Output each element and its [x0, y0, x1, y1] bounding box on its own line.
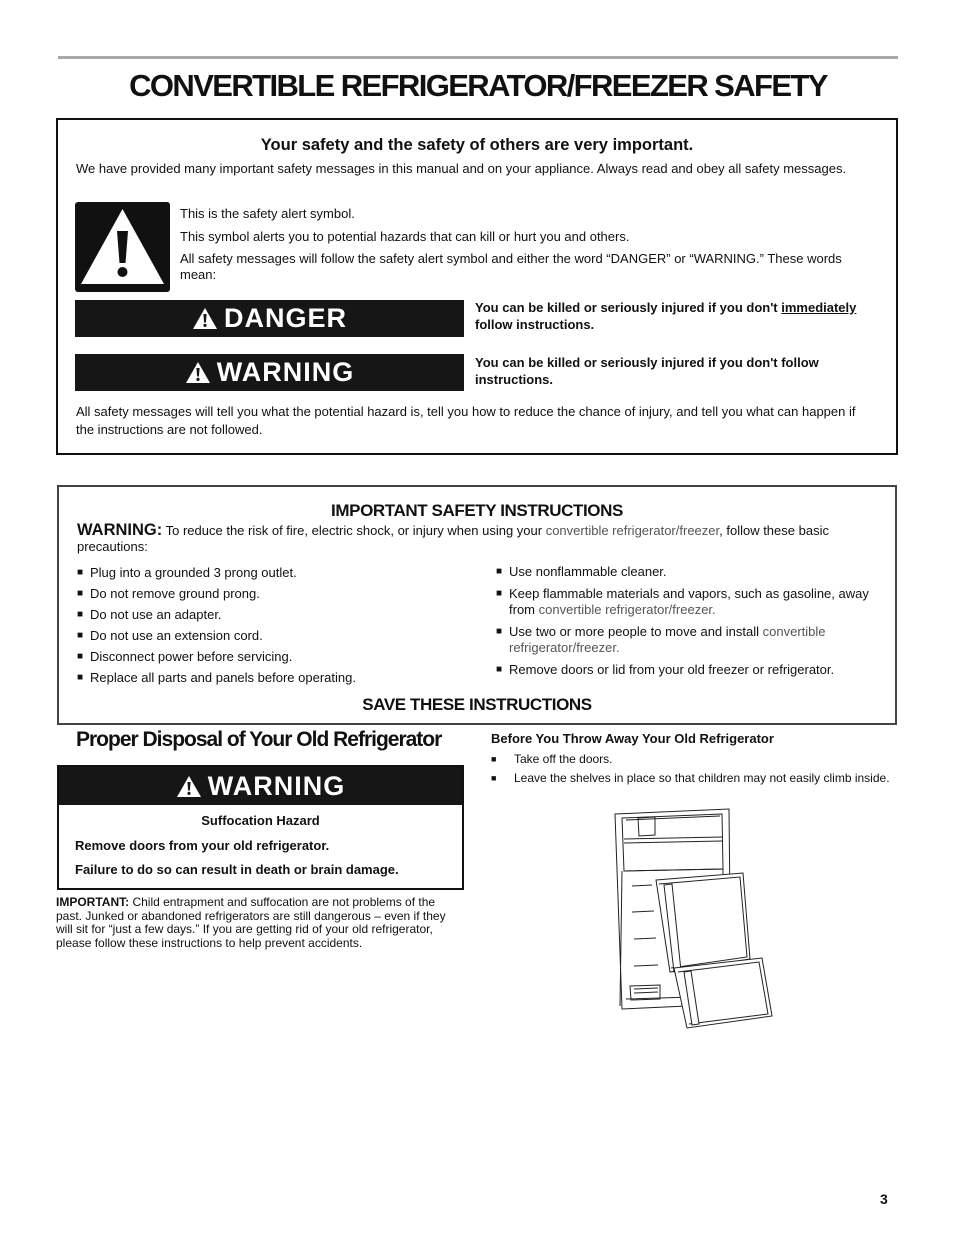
disposal-title: Proper Disposal of Your Old Refrigerator [76, 728, 442, 751]
list-item [496, 624, 886, 657]
warning-text: To reduce the risk of fire, electric shock, or injury when using your [165, 523, 546, 538]
safety-heading: Your safety and the safety of others are very important. [260, 136, 694, 154]
list-item: ■ Do not use an adapter. [77, 607, 477, 624]
warning-text: , follow these basic precautions: [77, 523, 829, 554]
list-item: ■ Plug into a grounded 3 prong outlet. [77, 565, 477, 582]
warning-word: WARNING [216, 357, 355, 387]
alert-line: This symbol alerts you to potential hazards that can kill or hurt you and others. [180, 228, 630, 244]
danger-desc-emphasis: immediately [781, 300, 857, 315]
list-item: ■ Do not use an extension cord. [77, 628, 477, 645]
danger-description [475, 299, 887, 333]
top-rule [58, 56, 898, 59]
list-item: ■ Leave the shelves in place so that children may not easily climb inside. [491, 771, 896, 785]
hazard-instruction: Remove doors from your old refrigerator. [75, 838, 330, 853]
alert-explanation [180, 206, 860, 290]
before-throw-title: Before You Throw Away Your Old Refrigerator [491, 731, 774, 746]
refrigerator-doors-removed-illustration [612, 806, 774, 1030]
list-item: ■ Replace all parts and panels before operating. [77, 670, 477, 687]
safety-messages-box [56, 118, 898, 455]
warning-description: You can be killed or seriously injured if you don't follow instructions. [475, 355, 819, 387]
item-text: Keep flammable materials and vapors, such as gasoline, away from [509, 585, 869, 617]
list-item: ■ Disconnect power before servicing. [77, 649, 477, 666]
danger-desc-text: You can be killed or seriously injured if you don't [475, 300, 782, 315]
instructions-warning [77, 522, 877, 555]
important-text: Child entrapment and suffocation are not problems of the past. Junked or abandoned refrigerators are still dangerous – even if they will sit for “just a few days.” If you are getting rid of your old refrigerator, please follow these instructions to help prevent accidents. [56, 895, 446, 950]
instructions-heading: IMPORTANT SAFETY INSTRUCTIONS [331, 501, 623, 520]
alert-line: This is the safety alert symbol. [180, 206, 355, 221]
page-title: CONVERTIBLE REFRIGERATOR/FREEZER SAFETY [129, 68, 827, 103]
before-throw-list [491, 752, 896, 790]
warning-label: WARNING: [77, 521, 163, 539]
important-label: IMPORTANT: [56, 895, 130, 909]
hazard-title: Suffocation Hazard [201, 813, 320, 828]
warning-triangle-icon [176, 775, 202, 798]
product-name: convertible refrigerator/freezer [545, 523, 720, 538]
alert-line: All safety messages will follow the safety alert symbol and either the word “DANGER” or “WARNING.” These words mean: [180, 251, 842, 282]
item-text: Remove doors or lid from your old freezer or refrigerator. [509, 661, 835, 677]
precautions-list-left [77, 565, 477, 691]
list-item: ■ Take off the doors. [491, 752, 896, 766]
product-name: convertible refrigerator/freezer [509, 623, 826, 655]
danger-signal-bar [75, 300, 464, 337]
save-instructions: SAVE THESE INSTRUCTIONS [362, 695, 592, 714]
hazard-consequence: Failure to do so can result in death or brain damage. [75, 862, 399, 877]
list-item [496, 564, 886, 581]
item-text: Use two or more people to move and install [509, 623, 763, 639]
item-text: Use nonflammable cleaner. [509, 564, 667, 579]
warning-triangle-icon [192, 307, 218, 330]
page-number: 3 [880, 1191, 888, 1207]
danger-desc-text: follow instructions. [475, 317, 595, 332]
list-item [496, 586, 886, 619]
list-item [496, 662, 886, 679]
important-instructions-box [57, 485, 897, 725]
precautions-list-right [496, 564, 886, 683]
warning-word: WARNING [207, 770, 346, 801]
warning-signal-bar [75, 354, 464, 391]
item-text: . [712, 602, 716, 617]
important-note [56, 896, 462, 950]
item-text: . [615, 640, 620, 655]
suffocation-warning-box [57, 765, 464, 890]
warning-signal-bar [59, 767, 462, 805]
warning-triangle-icon [185, 361, 211, 384]
danger-word: DANGER [223, 303, 347, 333]
product-name: convertible refrigerator/freezer [538, 602, 713, 617]
list-item: ■ Do not remove ground prong. [77, 586, 477, 603]
safety-intro: We have provided many important safety messages in this manual and on your appliance. Always read and obey all safety messages. [76, 161, 847, 176]
warning-triangle-icon [75, 202, 170, 292]
safety-footer: All safety messages will tell you what the potential hazard is, tell you how to reduce the chance of injury, and tell you what can happen if the instructions are not followed. [76, 404, 856, 437]
